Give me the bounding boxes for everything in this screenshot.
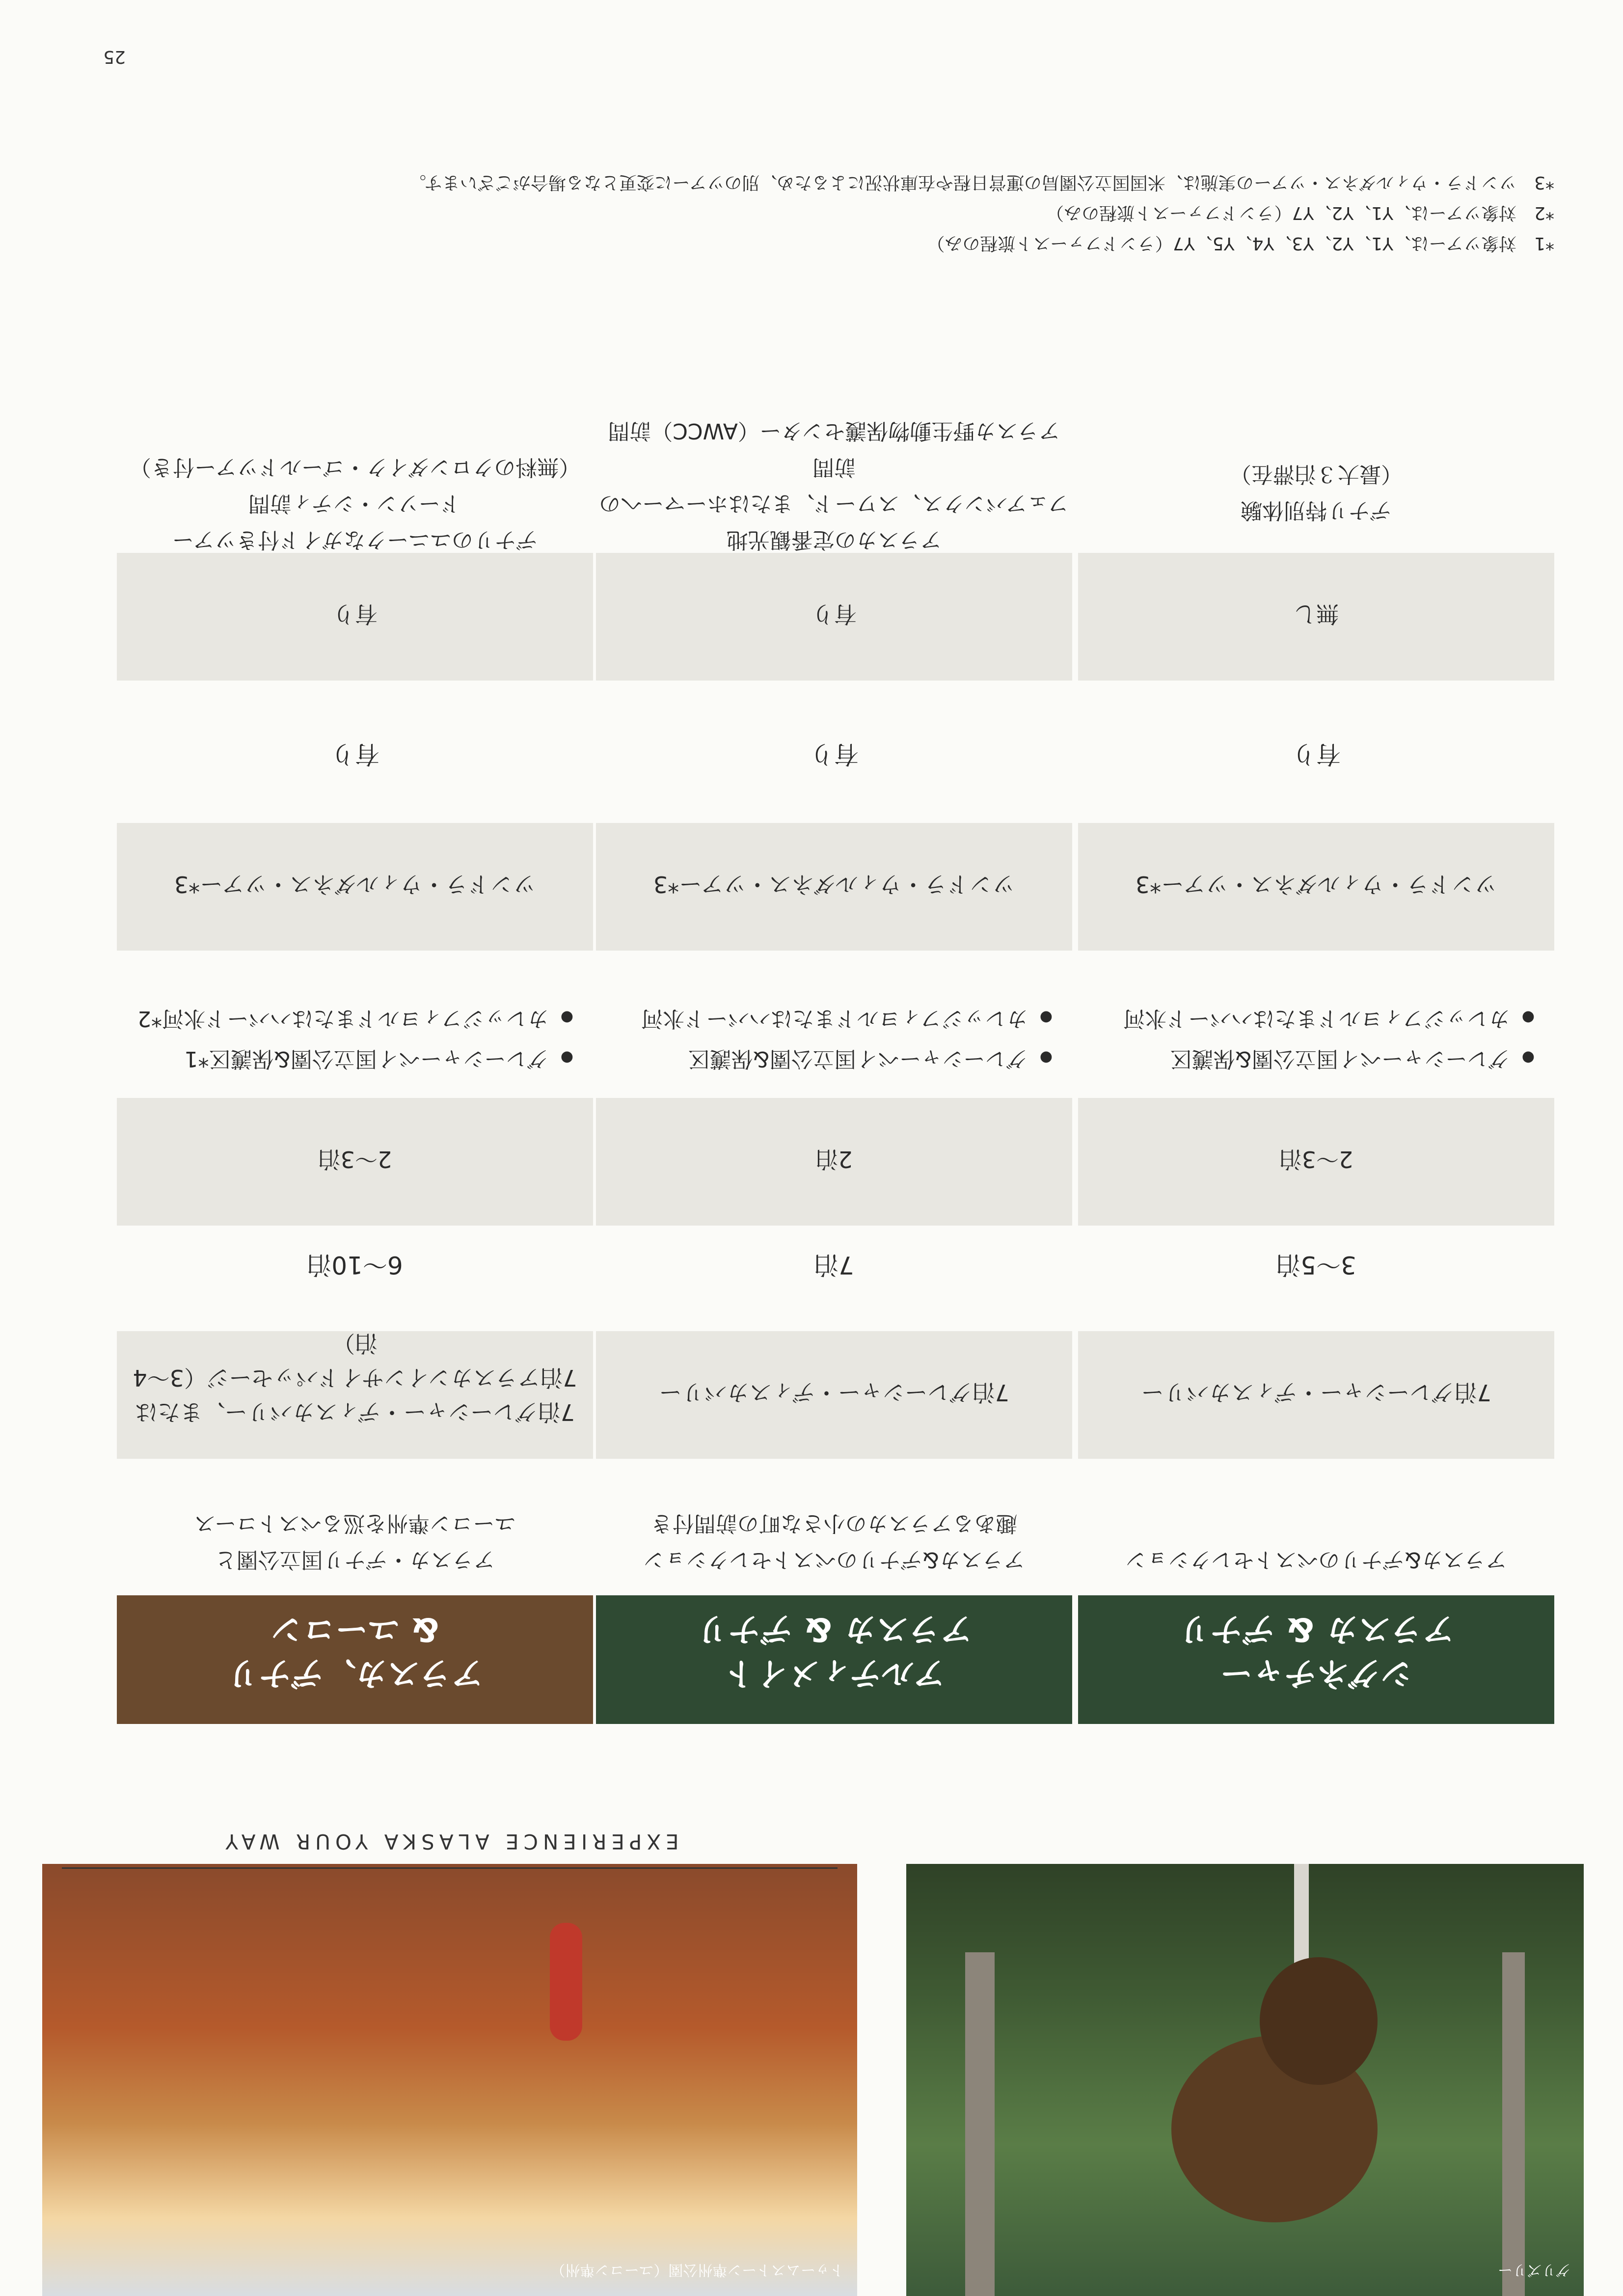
bear-cub <box>1260 1957 1378 2085</box>
tree-trunk <box>1502 1952 1525 2296</box>
special-experience: デナリ特別体験 （最大３泊滞在） <box>1230 462 1403 523</box>
bear-photo <box>906 1864 1584 2296</box>
footnote: *1 対象ツアーは、Y1、Y2、Y3、Y4、Y5、Y7（ランドファースト旅程のみ） <box>927 233 1554 253</box>
tree-trunk <box>965 1952 995 2296</box>
hiker <box>550 1923 582 2041</box>
wilderness-tour: ツンドラ・ウィルダネス・ツアー*3 <box>117 823 593 951</box>
footnote: *3 ツンドラ・ウィルダネス・ツアーの実施は、米国国立公園局の運営日程や在庫状況によるため、別のツアーに変更となる場合がございます。 <box>408 172 1554 192</box>
page-number: 25 <box>103 47 126 67</box>
park-list: ● グレーシャーベイ国立公園&保護区*1 ● カレッジフィヨルドまたはハバード氷河*2 <box>117 998 593 1078</box>
footnote: *2 対象ツアーは、Y1、Y2、Y7（ランドファースト旅程のみ） <box>1046 203 1554 223</box>
wilderness-tour: ツンドラ・ウィルダネス・ツアー*3 <box>596 823 1072 951</box>
photo-caption: グリズリー <box>1497 2261 1571 2278</box>
landscape-photo <box>42 1864 857 2296</box>
park-list: ● グレーシャーベイ国立公園&保護区 ● カレッジフィヨルドまたはハバード氷河 <box>596 998 1072 1078</box>
park-nights: 2泊 <box>596 1098 1072 1226</box>
tour-header-ultimate: アルティメイト アラスカ & デナリ <box>596 1595 1072 1724</box>
guide: 有り <box>596 553 1072 681</box>
park-nights: 2〜3泊 <box>117 1098 593 1226</box>
guide: 有り <box>117 553 593 681</box>
free-time: 有り <box>1292 740 1341 768</box>
total-nights: 7泊 <box>814 1251 854 1279</box>
tour-header-yukon: アラスカ、デナリ & ユーコン <box>117 1595 593 1724</box>
total-nights: 6〜10泊 <box>307 1251 403 1279</box>
tour-description: アラスカ・デナリ国立公園と ユーコン準州を巡るベストコース <box>193 1511 516 1572</box>
tour-header-signature: シグネチャー アラスカ & デナリ <box>1078 1595 1554 1724</box>
cruise-option: 7泊グレーシャー・ディスカバリー <box>1078 1331 1554 1459</box>
park-nights: 2〜3泊 <box>1078 1098 1554 1226</box>
park-list: ● グレーシャーベイ国立公園&保護区 ● カレッジフィヨルドまたはハバード氷河 <box>1078 998 1554 1078</box>
free-time: 有り <box>330 740 379 768</box>
tour-description: アラスカ&デナリのベストセレクション 趣あるアラスカの小さな町の訪問付き <box>643 1511 1025 1572</box>
footnotes <box>131 167 1554 258</box>
total-nights: 3〜5泊 <box>1276 1251 1356 1279</box>
wilderness-tour: ツンドラ・ウィルダネス・ツアー*3 <box>1078 823 1554 951</box>
tour-description: アラスカ&デナリのベストセレクション <box>1125 1547 1507 1572</box>
special-experience: デナリのユニークなガイド付きツアー ドーソン・シティ訪問 （無料のクロンダイク・ゴールドツアー付き） <box>129 455 581 552</box>
free-time: 有り <box>810 740 859 768</box>
cruise-option: 7泊グレーシャー・ディスカバリー <box>596 1331 1072 1459</box>
special-experience: アラスカの定番観光地 フェアバンクス、スワード、またはホーマーへの訪問 アラスカ野生動物保護センター（AWCC）訪問 <box>598 418 1070 552</box>
tagline: EXPERIENCE ALASKA YOUR WAY <box>62 1808 838 1869</box>
cruise-option: 7泊グレーシャー・ディスカバリー、または 7泊アラスカンインサイドパッセージ（3〜4泊） <box>117 1331 593 1459</box>
guide: 無し <box>1078 553 1554 681</box>
photo-caption: トゥームストーン準州公園（ユーコン準州） <box>550 2261 844 2278</box>
